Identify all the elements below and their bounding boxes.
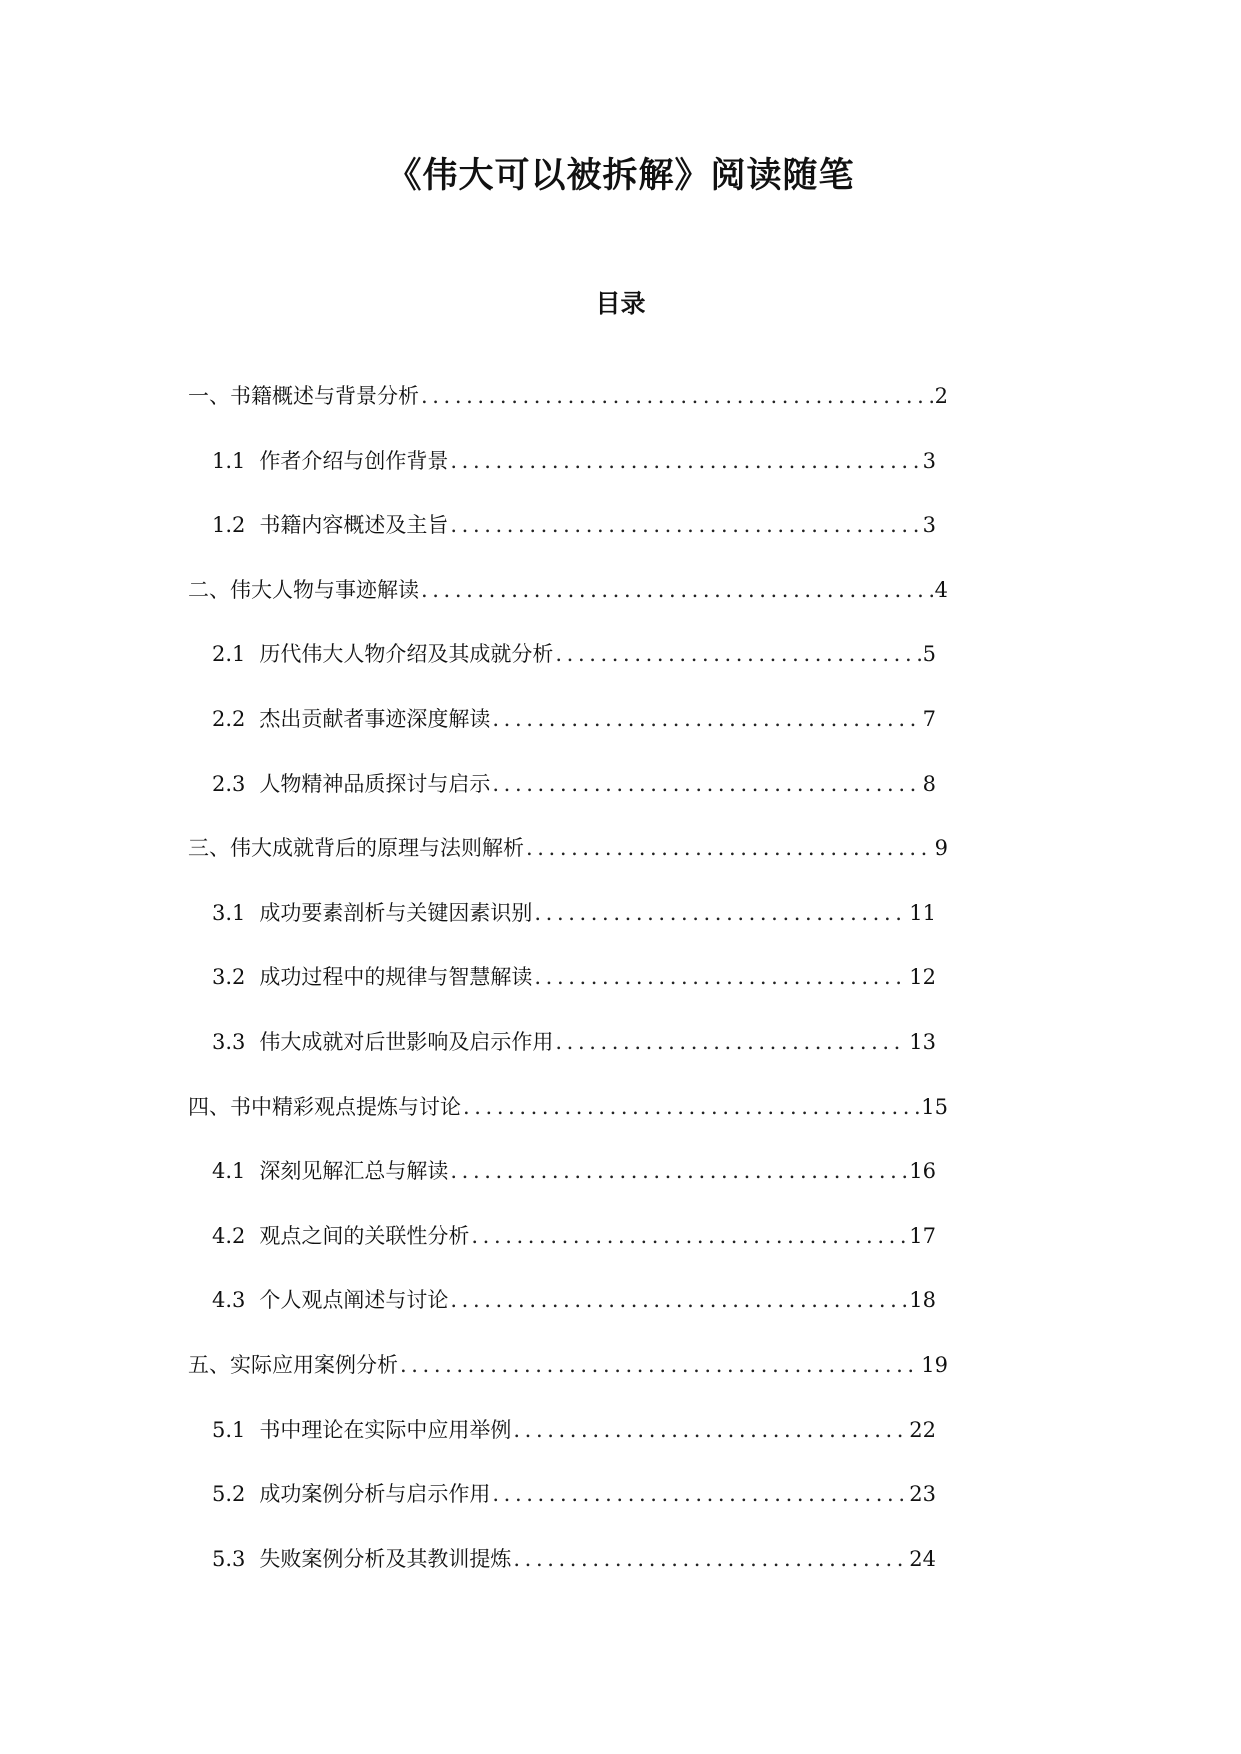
toc-chapter-entry bbox=[188, 1347, 948, 1383]
toc-section-entry bbox=[212, 1024, 936, 1060]
toc-entry-number: 2.1 bbox=[212, 642, 246, 666]
toc-section-entry bbox=[212, 636, 936, 672]
toc-section-entry bbox=[212, 701, 936, 737]
toc-entry-number: 2.2 bbox=[212, 707, 246, 731]
toc-entry-title: 五、实际应用案例分析 bbox=[188, 1353, 398, 1377]
toc-page-number: 24 bbox=[909, 1547, 936, 1571]
toc-page-number: 9 bbox=[934, 836, 948, 860]
toc-dot-leader bbox=[492, 1476, 907, 1512]
toc-entry-title: 深刻见解汇总与解读 bbox=[259, 1159, 449, 1183]
toc-entry-title: 观点之间的关联性分析 bbox=[259, 1224, 470, 1248]
toc-page-number: 12 bbox=[909, 965, 936, 989]
toc-dot-leader bbox=[421, 378, 933, 414]
toc-page-number: 18 bbox=[909, 1288, 936, 1312]
toc-entry-title: 失败案例分析及其教训提炼 bbox=[259, 1547, 512, 1571]
toc-section-entry bbox=[212, 1218, 936, 1254]
toc-section-entry bbox=[212, 766, 936, 802]
toc-entry-title: 书籍内容概述及主旨 bbox=[259, 513, 449, 537]
toc-page-number: 2 bbox=[934, 384, 948, 408]
toc-section-entry bbox=[212, 1153, 936, 1189]
toc-dot-leader bbox=[450, 507, 920, 543]
toc-entry-title: 四、书中精彩观点提炼与讨论 bbox=[188, 1095, 461, 1119]
toc-entry-title: 人物精神品质探讨与启示 bbox=[259, 772, 491, 796]
toc-entry-number: 1.2 bbox=[212, 513, 246, 537]
toc-heading: 目录 bbox=[595, 289, 646, 318]
toc-entry-title: 伟大成就对后世影响及启示作用 bbox=[259, 1030, 554, 1054]
toc-page-number: 23 bbox=[909, 1482, 936, 1506]
toc-entry-number: 2.3 bbox=[212, 772, 246, 796]
toc-dot-leader bbox=[513, 1541, 907, 1577]
toc-entry-title: 一、书籍概述与背景分析 bbox=[188, 384, 419, 408]
toc-page-number: 3 bbox=[922, 449, 936, 473]
toc-dot-leader bbox=[513, 1412, 907, 1448]
toc-section-entry bbox=[212, 895, 936, 931]
toc-page-number: 17 bbox=[909, 1224, 936, 1248]
toc-entry-title: 成功要素剖析与关键因素识别 bbox=[259, 901, 533, 925]
toc-page-number: 16 bbox=[909, 1159, 936, 1183]
toc-section-entry bbox=[212, 1412, 936, 1448]
toc-entry-number: 3.1 bbox=[212, 901, 246, 925]
toc-entry-number: 3.2 bbox=[212, 965, 246, 989]
toc-section-entry bbox=[212, 1476, 936, 1512]
toc-entry-title: 三、伟大成就背后的原理与法则解析 bbox=[188, 836, 524, 860]
toc-entry-number: 5.1 bbox=[212, 1418, 246, 1442]
toc-chapter-entry bbox=[188, 830, 948, 866]
toc-dot-leader bbox=[492, 701, 920, 737]
toc-dot-leader bbox=[492, 766, 920, 802]
toc-dot-leader bbox=[471, 1218, 907, 1254]
toc-dot-leader bbox=[450, 443, 920, 479]
toc-page-number: 19 bbox=[921, 1353, 948, 1377]
toc-entry-title: 二、伟大人物与事迹解读 bbox=[188, 578, 419, 602]
toc-section-entry bbox=[212, 1282, 936, 1318]
toc-page-number: 22 bbox=[909, 1418, 936, 1442]
toc-dot-leader bbox=[400, 1347, 919, 1383]
toc-dot-leader bbox=[463, 1089, 919, 1125]
toc-page-number: 15 bbox=[921, 1095, 948, 1119]
toc-entry-title: 成功过程中的规律与智慧解读 bbox=[259, 965, 533, 989]
toc-entry-number: 5.3 bbox=[212, 1547, 246, 1571]
toc-dot-leader bbox=[555, 1024, 907, 1060]
toc-entry-number: 4.3 bbox=[212, 1288, 246, 1312]
toc-page-number: 4 bbox=[934, 578, 948, 602]
toc-page-number: 7 bbox=[922, 707, 936, 731]
toc-chapter-entry bbox=[188, 1089, 948, 1125]
toc-chapter-entry bbox=[188, 572, 948, 608]
toc-entry-title: 个人观点阐述与讨论 bbox=[259, 1288, 449, 1312]
toc-dot-leader bbox=[450, 1282, 907, 1318]
document-title: 《伟大可以被拆解》阅读随笔 bbox=[386, 156, 855, 196]
toc-dot-leader bbox=[526, 830, 933, 866]
toc-entry-number: 1.1 bbox=[212, 449, 246, 473]
toc-entry-title: 历代伟大人物介绍及其成就分析 bbox=[259, 642, 554, 666]
toc-entry-title: 作者介绍与创作背景 bbox=[259, 449, 449, 473]
toc-dot-leader bbox=[534, 959, 907, 995]
toc-page-number: 3 bbox=[922, 513, 936, 537]
toc-entry-number: 5.2 bbox=[212, 1482, 246, 1506]
toc-entry-number: 4.2 bbox=[212, 1224, 246, 1248]
toc-entry-number: 3.3 bbox=[212, 1030, 246, 1054]
toc-dot-leader bbox=[534, 895, 907, 931]
toc-chapter-entry bbox=[188, 378, 948, 414]
toc-entry-title: 杰出贡献者事迹深度解读 bbox=[259, 707, 491, 731]
toc-dot-leader bbox=[450, 1153, 907, 1189]
toc-entry-number: 4.1 bbox=[212, 1159, 246, 1183]
toc-page-number: 5 bbox=[922, 642, 936, 666]
toc-dot-leader bbox=[555, 636, 920, 672]
toc-page-number: 13 bbox=[909, 1030, 936, 1054]
toc-entry-title: 书中理论在实际中应用举例 bbox=[259, 1418, 512, 1442]
toc-section-entry bbox=[212, 1541, 936, 1577]
toc-dot-leader bbox=[421, 572, 933, 608]
toc-page-number: 8 bbox=[922, 772, 936, 796]
toc-page-number: 11 bbox=[909, 901, 936, 925]
toc-section-entry bbox=[212, 959, 936, 995]
toc-entry-title: 成功案例分析与启示作用 bbox=[259, 1482, 491, 1506]
toc-section-entry bbox=[212, 443, 936, 479]
toc-section-entry bbox=[212, 507, 936, 543]
